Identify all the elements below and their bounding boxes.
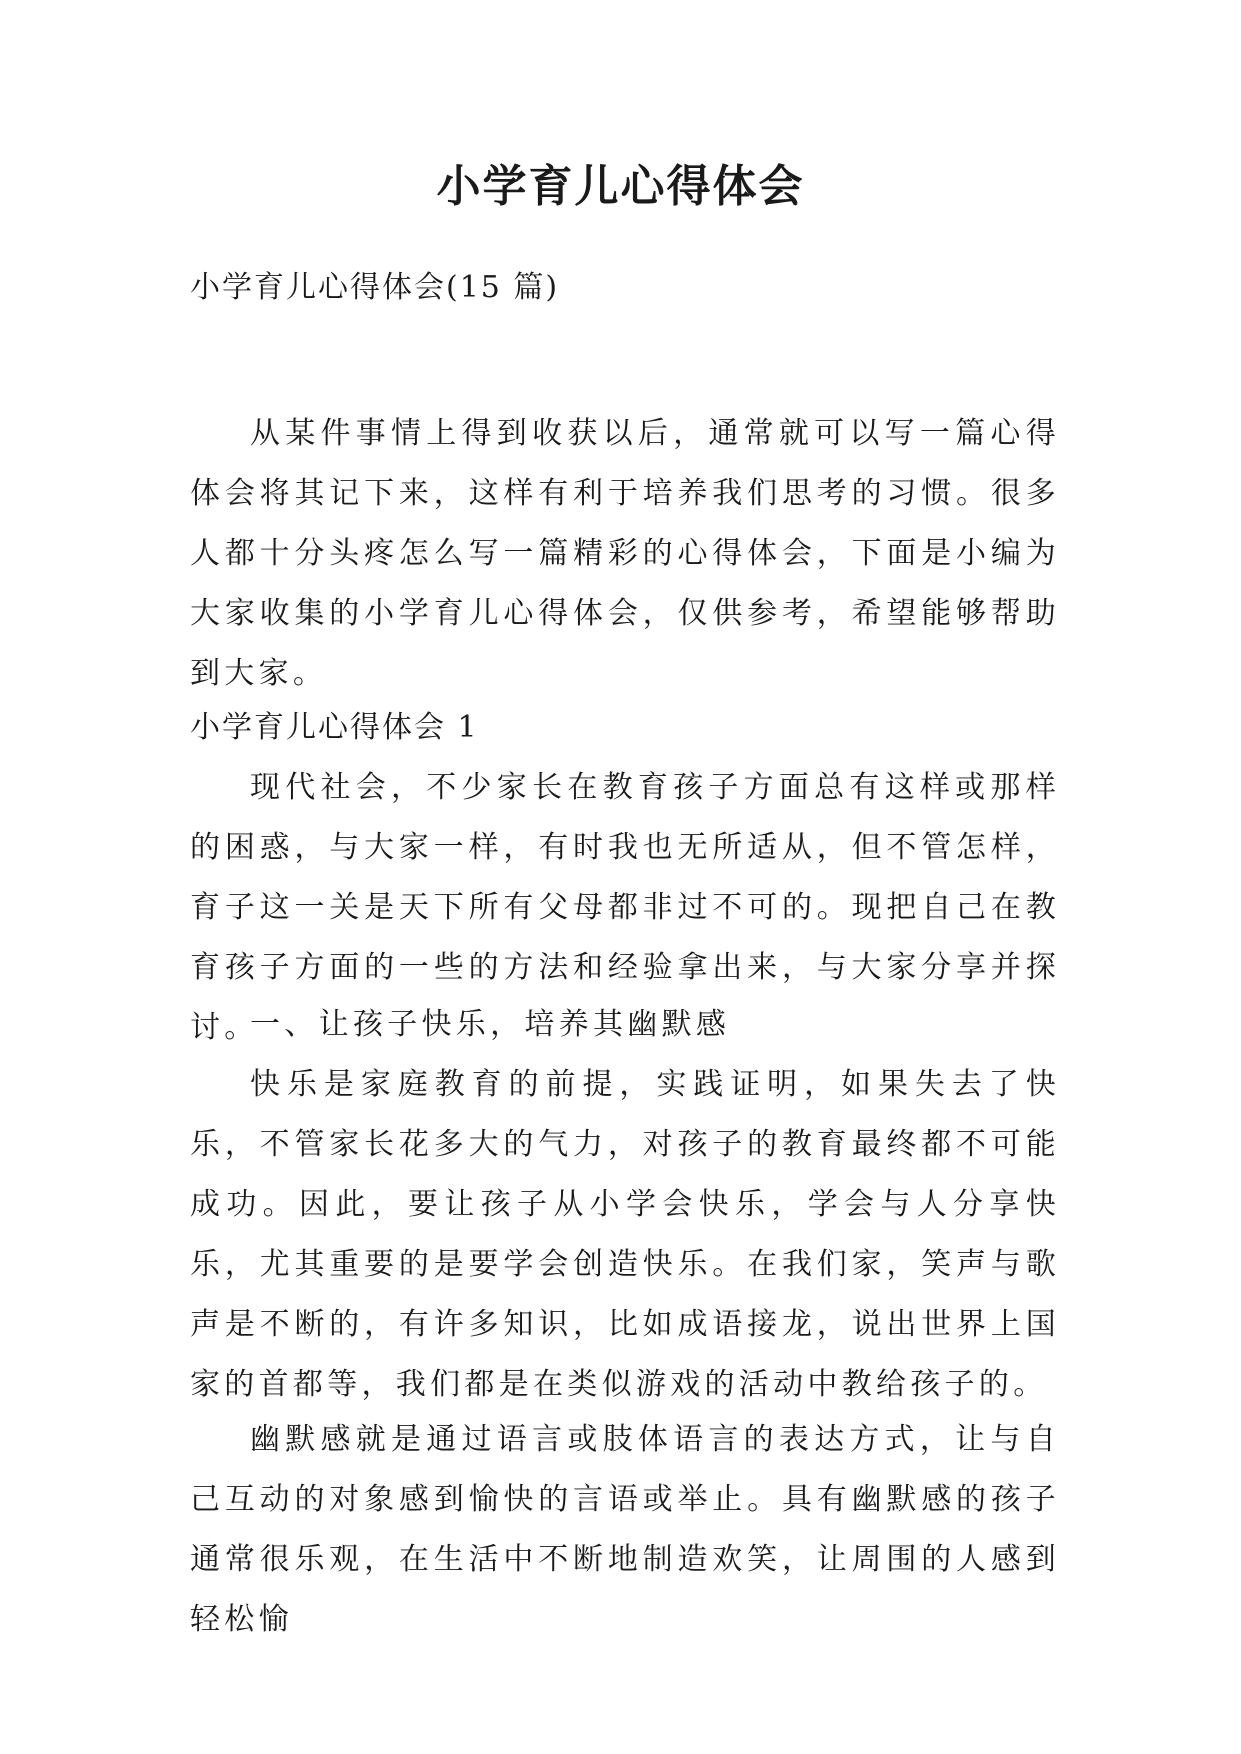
body-paragraph-2: 快乐是家庭教育的前提，实践证明，如果失去了快乐，不管家长花多大的气力，对孩子的教育最终都不可能成功。因此，要让孩子从小学会快乐，学会与人分享快乐，尤其重要的是要学会创造快乐。在我们家，笑声与歌声是不断的，有许多知识，比如成语接龙，说出世界上国家的首都等，我们都是在类似游戏的活动中教给孩子的。 bbox=[190, 1067, 1060, 1402]
body-paragraph-1: 现代社会，不少家长在教育孩子方面总有这样或那样的困惑，与大家一样，有时我也无所适从，但不管怎样，育子这一关是天下所有父母都非过不可的。现把自己在教育孩子方面的一些的方法和经验拿出来，与大家分享并探讨。 bbox=[190, 770, 1060, 1045]
document-title: 小学育儿心得体会 bbox=[436, 161, 805, 212]
document-subtitle: 小学育儿心得体会(15 篇) bbox=[190, 270, 560, 305]
section-heading: 小学育儿心得体会 1 bbox=[190, 710, 479, 745]
subsection-heading: 一、让孩子快乐，培养其幽默感 bbox=[250, 1007, 731, 1042]
body-paragraph-3: 幽默感就是通过语言或肢体语言的表达方式，让与自己互动的对象感到愉快的言语或举止。具有幽默感的孩子通常很乐观，在生活中不断地制造欢笑，让周围的人感到轻松愉 bbox=[190, 1422, 1060, 1637]
intro-paragraph: 从某件事情上得到收获以后，通常就可以写一篇心得体会将其记下来，这样有利于培养我们思考的习惯。很多人都十分头疼怎么写一篇精彩的心得体会，下面是小编为大家收集的小学育儿心得体会，仅供参考，希望能够帮助到大家。 bbox=[190, 416, 1060, 691]
